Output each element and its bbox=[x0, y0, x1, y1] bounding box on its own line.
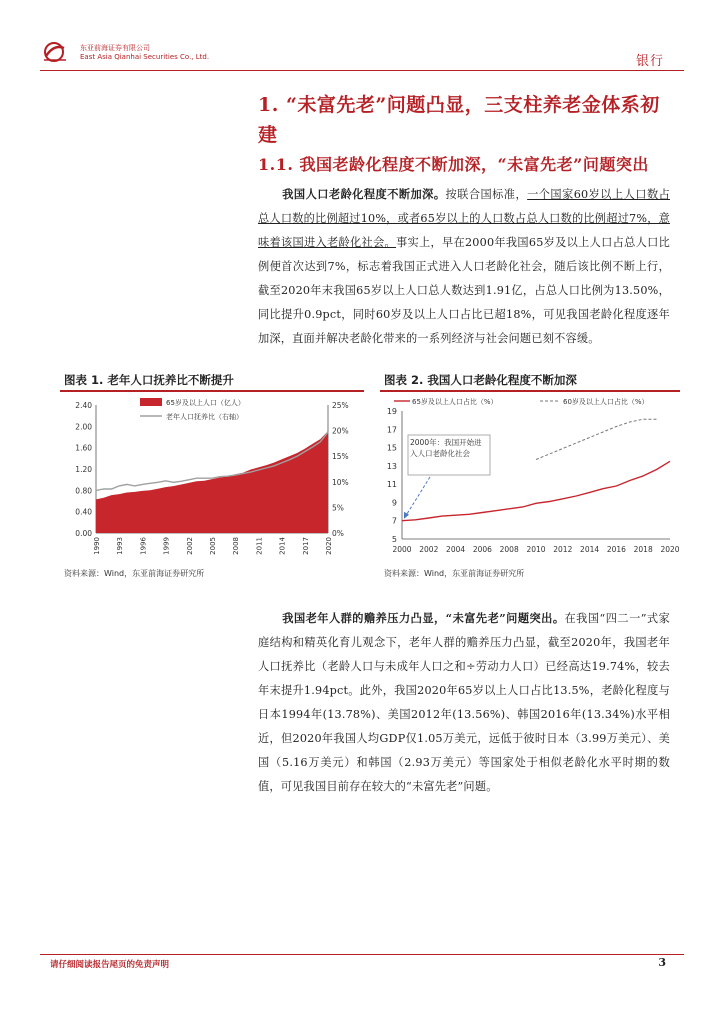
y-tick-label-right: 5% bbox=[332, 503, 344, 513]
y-tick-label-left: 2.00 bbox=[75, 422, 92, 432]
y-tick-label-right: 15% bbox=[332, 452, 349, 462]
figure2-rule bbox=[380, 390, 680, 392]
y-tick-label: 15 bbox=[386, 443, 397, 453]
x-tick-label: 2005 bbox=[209, 537, 217, 555]
y-tick-label-left: 1.20 bbox=[75, 465, 92, 474]
legend-label-line: 老年人口抚养比（右轴） bbox=[166, 413, 243, 421]
legend-swatch-area bbox=[140, 398, 162, 406]
annotation-text-wrap bbox=[410, 437, 488, 475]
x-tick-label: 2014 bbox=[580, 545, 600, 554]
y-tick-label: 7 bbox=[391, 516, 397, 526]
x-tick-label: 2002 bbox=[419, 545, 439, 554]
y-tick-label: 19 bbox=[386, 407, 397, 416]
x-tick-label: 2002 bbox=[185, 537, 194, 555]
x-tick-label: 1999 bbox=[162, 537, 171, 555]
y-tick-label: 11 bbox=[386, 480, 397, 490]
y-tick-label-left: 0.80 bbox=[75, 486, 92, 496]
x-tick-label: 2012 bbox=[553, 545, 573, 554]
logo-icon bbox=[40, 40, 76, 66]
chart-line-60plus bbox=[536, 419, 657, 459]
paragraph-underlined: 一个国家60岁以上人口数占总人口数的比例超过10%，或者65岁以上的人口数占总人口数的比例超过7%，意味着该国进入老龄化社会。 bbox=[258, 188, 670, 249]
y-tick-label-right: 10% bbox=[332, 477, 349, 487]
annotation-text: 2000年：我国开始进入人口老龄化社会 bbox=[410, 438, 482, 458]
x-tick-label: 2014 bbox=[278, 537, 287, 555]
x-tick-label: 2004 bbox=[446, 545, 466, 554]
paragraph-lead: 我国老年人群的赡养压力凸显，“未富先老”问题突出。 bbox=[282, 611, 565, 625]
figure1-rule bbox=[60, 390, 364, 392]
section-heading: 1. “未富先老”问题凸显，三支柱养老金体系初建 bbox=[258, 94, 660, 146]
y-tick-label-right: 20% bbox=[332, 426, 349, 436]
paragraph-aging bbox=[258, 182, 670, 351]
legend-label-area: 65岁及以上人口（亿人） bbox=[166, 399, 245, 407]
y-tick-label: 5 bbox=[391, 535, 397, 544]
paragraph-text: 在我国“四二一”式家庭结构和精英化育儿观念下，老年人群的赡养压力凸显，截至2020年，我国老年人口抚养比（老龄人口与未成年人口之和÷劳动力人口）已经高达19.74%，较去年末提升1.94pct。此外，我国2020年65岁以上人口占比13.5%，老龄化程度与日本1994年(13.78%)、美国2012年(13.56%)、韩国2016年(13.34%)水平相近，但2020年我国人均GDP仅1.05万美元，远低于彼时日本（3.99万美元）、美国（5.16万美元）和韩国（2.93万美元）等国家处于相似老龄化水平时期的数值，可见我国目前存在较大的“未富先老”问题。 bbox=[258, 612, 670, 793]
company-name-en: East Asia Qianhai Securities Co., Ltd. bbox=[80, 53, 210, 61]
legend-label-65plus: 65岁及以上人口占比（%） bbox=[412, 398, 498, 406]
x-tick-label: 2016 bbox=[606, 545, 626, 554]
y-tick-label-right: 0% bbox=[332, 529, 344, 538]
figure1-chart bbox=[60, 393, 364, 563]
figure1-title: 图表 1. 老年人口抚养比不断提升 bbox=[64, 373, 234, 387]
page-number: 3 bbox=[658, 956, 666, 969]
footer-divider bbox=[40, 954, 684, 955]
x-tick-label: 2011 bbox=[255, 537, 264, 555]
x-tick-label: 1990 bbox=[93, 537, 101, 555]
annotation-arrow bbox=[404, 477, 430, 519]
x-tick-label: 2006 bbox=[472, 545, 492, 554]
figure2-title: 图表 2. 我国人口老龄化程度不断加深 bbox=[384, 373, 577, 387]
y-tick-label-left: 1.60 bbox=[75, 443, 92, 453]
x-tick-label: 2018 bbox=[633, 545, 653, 554]
sector-label: 银行 bbox=[635, 54, 664, 69]
legend-label-60plus: 60岁及以上人口占比（%） bbox=[563, 398, 649, 406]
paragraph-text: 事实上，早在2000年我国65岁及以上人口占总人口比例便首次达到7%，标志着我国正式进入人口老龄化社会，随后该比例不断上行，截至2020年末我国65岁以上人口总人数达到1.91亿，占总人口比例为13.50%，同比提升0.9pct，同时60岁及以上人口占比已超18%，可见我国老龄化程度逐年加深，直面并解决老龄化带来的一系列经济与社会问题已刻不容缓。 bbox=[258, 236, 670, 345]
x-tick-label: 1996 bbox=[139, 537, 148, 555]
y-tick-label-right: 25% bbox=[332, 401, 349, 410]
paragraph-text: 按联合国标准， bbox=[445, 188, 528, 201]
header-divider bbox=[40, 70, 684, 71]
company-name bbox=[80, 44, 209, 62]
y-tick-label: 9 bbox=[391, 498, 397, 508]
paragraph-burden bbox=[258, 606, 670, 799]
disclaimer-note: 请仔细阅读报告尾页的免责声明 bbox=[50, 960, 170, 970]
subsection-heading: 1.1. 我国老龄化程度不断加深，“未富先老”问题突出 bbox=[258, 155, 649, 174]
x-tick-label: 2017 bbox=[301, 537, 310, 555]
paragraph-lead: 我国人口老龄化程度不断加深。 bbox=[282, 187, 446, 201]
x-tick-label: 2020 bbox=[325, 537, 333, 555]
y-tick-label-left: 0.40 bbox=[75, 507, 92, 517]
figure2-chart bbox=[380, 393, 680, 563]
company-name-cn: 东亚前海证券有限公司 bbox=[80, 44, 150, 52]
x-tick-label: 1993 bbox=[116, 537, 125, 555]
y-tick-label: 17 bbox=[386, 425, 397, 435]
figure2-source: 资料来源：Wind，东亚前海证券研究所 bbox=[384, 569, 525, 578]
y-tick-label-left: 2.40 bbox=[75, 401, 92, 410]
x-tick-label: 2010 bbox=[526, 545, 546, 554]
figure1-source: 资料来源：Wind，东亚前海证券研究所 bbox=[64, 569, 205, 578]
x-tick-label: 2020 bbox=[660, 545, 680, 554]
y-tick-label-left: 0.00 bbox=[75, 529, 92, 538]
chart-area-population bbox=[96, 431, 328, 533]
x-tick-label: 2008 bbox=[499, 545, 519, 554]
x-tick-label: 2008 bbox=[232, 537, 241, 555]
y-tick-label: 13 bbox=[386, 461, 397, 471]
x-tick-label: 2000 bbox=[392, 545, 412, 554]
